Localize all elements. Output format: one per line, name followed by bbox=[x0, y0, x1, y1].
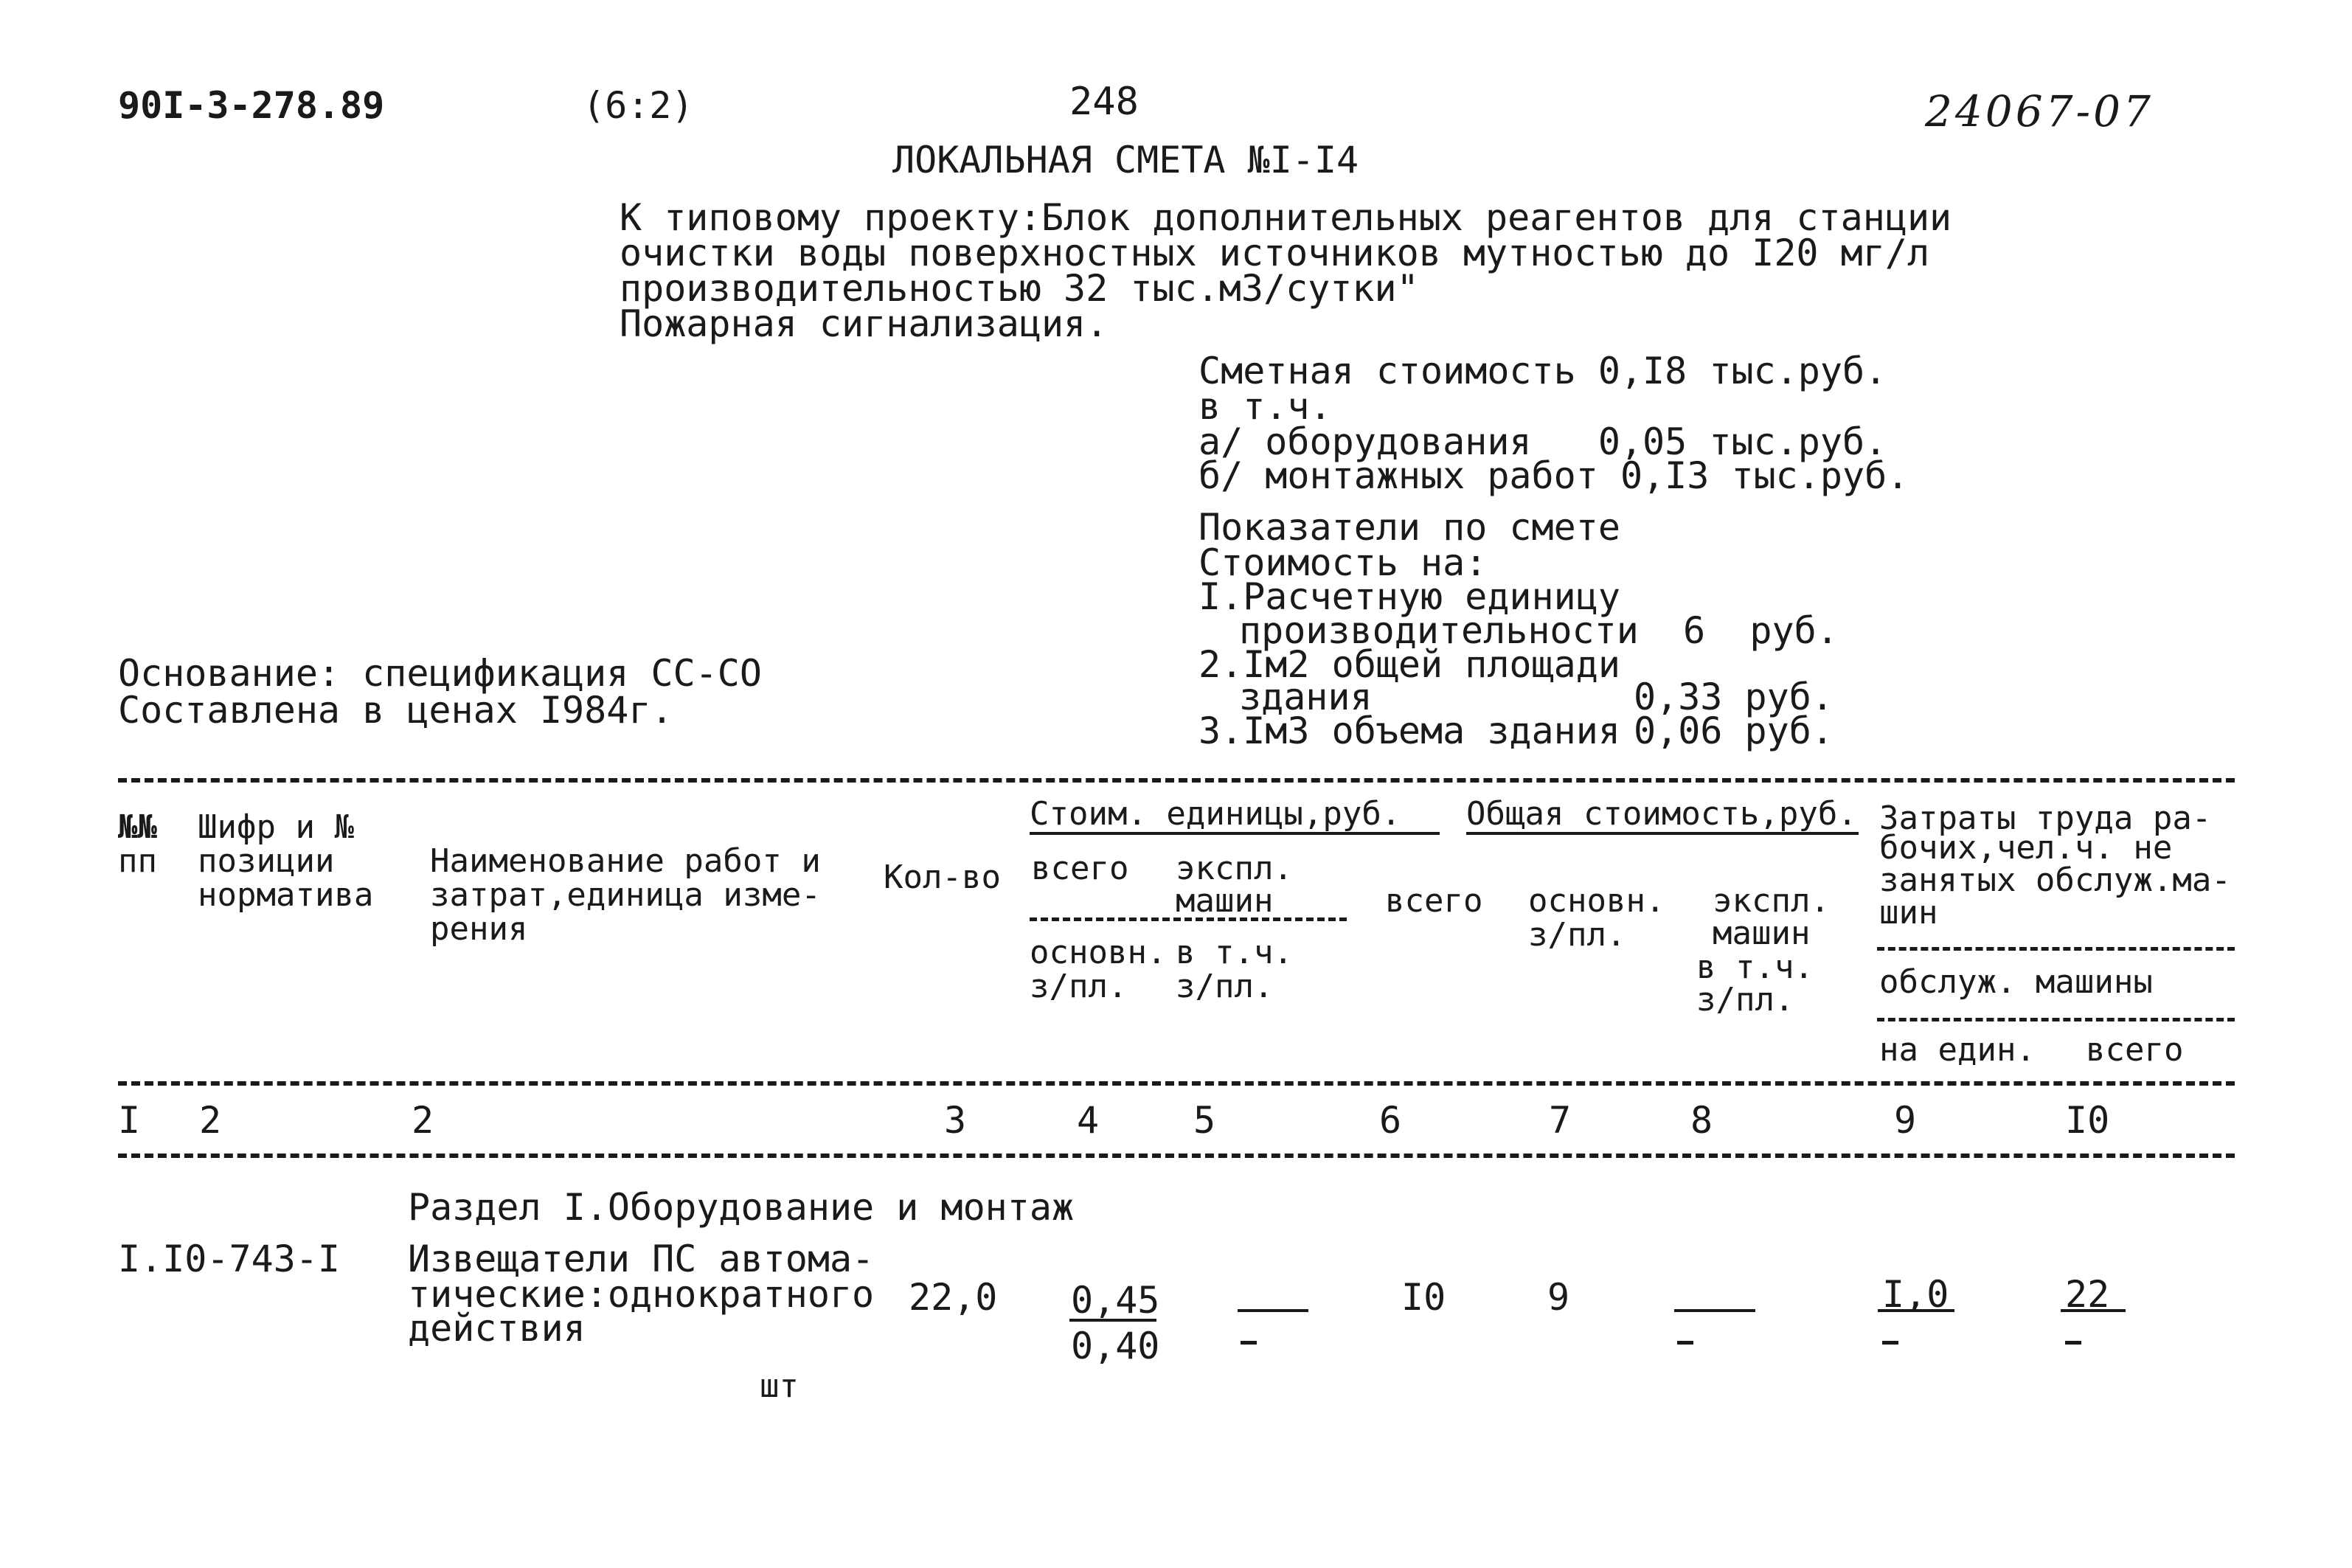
row-qty: 22,0 bbox=[909, 1276, 998, 1319]
unit-cost-split-rule bbox=[1030, 917, 1347, 921]
unit-cost-incl-2: з/пл. bbox=[1176, 968, 1274, 1005]
row-total-expl-dash bbox=[1674, 1309, 1755, 1312]
total-cost-expl-4: з/пл. bbox=[1696, 981, 1794, 1019]
row-labor-unit-underline bbox=[1878, 1309, 1954, 1312]
col-number-11: I0 bbox=[2065, 1099, 2110, 1142]
col-number-9: 8 bbox=[1690, 1099, 1713, 1142]
labor-header-4: шин bbox=[1879, 894, 1938, 932]
row-name-1: Извещатели ПС автома- bbox=[408, 1238, 875, 1280]
project-line-4: Пожарная сигнализация. bbox=[620, 302, 1109, 345]
indicator-2-value: 0,33 руб. bbox=[1634, 676, 1834, 718]
row-labor-unit-dash bbox=[1882, 1341, 1898, 1345]
unit-cost-basic-1: основн. bbox=[1030, 934, 1167, 971]
row-unit: шт bbox=[760, 1367, 799, 1405]
col-code-header-3: норматива bbox=[198, 876, 374, 914]
col-num-header-1: №№ bbox=[118, 808, 157, 846]
row-unit-cost-fraction-bar bbox=[1069, 1319, 1156, 1322]
page-number: 248 bbox=[1069, 80, 1139, 124]
row-unit-expl-incl-dash bbox=[1241, 1341, 1257, 1345]
col-number-3: 2 bbox=[412, 1099, 434, 1142]
labor-per-unit-header: на един. bbox=[1879, 1031, 2036, 1069]
row-total-basic: 9 bbox=[1547, 1276, 1570, 1319]
col-number-5: 4 bbox=[1077, 1099, 1100, 1142]
section-title: Раздел I.Оборудование и монтаж bbox=[408, 1186, 1075, 1229]
col-name-header-3: рения bbox=[430, 910, 528, 948]
col-number-6: 5 bbox=[1193, 1099, 1216, 1142]
equipment-cost: а/ оборудования 0,05 тыс.руб. bbox=[1198, 420, 1887, 463]
table-header-bottom-rule bbox=[118, 1081, 2235, 1086]
total-cost-basic-1: основн. bbox=[1528, 882, 1665, 920]
unit-cost-group-header: Стоим. единицы,руб. bbox=[1030, 795, 1401, 833]
total-cost-expl-2: машин bbox=[1713, 915, 1811, 952]
col-number-7: 6 bbox=[1379, 1099, 1402, 1142]
unit-cost-incl-1: в т.ч. bbox=[1176, 934, 1293, 971]
indicator-1-value: производительности 6 руб. bbox=[1239, 609, 1839, 652]
unit-cost-underline bbox=[1030, 832, 1440, 835]
row-labor-total-underline bbox=[2061, 1309, 2126, 1312]
labor-header-2: бочих,чел.ч. не bbox=[1879, 829, 2173, 867]
labor-split-rule-2 bbox=[1877, 1018, 2235, 1021]
total-cost-expl-3: в т.ч. bbox=[1696, 948, 1814, 986]
col-code-header-1: Шифр и № bbox=[198, 808, 354, 846]
unit-cost-expl-2: машин bbox=[1176, 882, 1274, 920]
row-name-2: тические:однократного bbox=[408, 1273, 875, 1316]
row-labor-total-dash bbox=[2065, 1341, 2081, 1345]
row-total-all: I0 bbox=[1401, 1276, 1446, 1319]
row-total-expl-incl-dash bbox=[1677, 1341, 1693, 1345]
indicator-1-label: I.Расчетную единицу bbox=[1198, 575, 1620, 618]
project-line-1: К типовому проекту:Блок дополнительных реагентов для станции bbox=[620, 196, 1952, 239]
basis-prices: Составлена в ценах I984г. bbox=[118, 689, 673, 732]
row-name-3: действия bbox=[408, 1307, 586, 1350]
col-code-header-2: позиции bbox=[198, 842, 335, 880]
row-unit-cost-all: 0,45 bbox=[1071, 1279, 1160, 1322]
total-cost-expl-1: экспл. bbox=[1713, 882, 1830, 920]
cost-incl-label: в т.ч. bbox=[1198, 385, 1332, 428]
labor-total-header: всего bbox=[2086, 1031, 2184, 1069]
col-number-10: 9 bbox=[1894, 1099, 1917, 1142]
col-qty-header: Кол-во bbox=[884, 858, 1001, 896]
labor-header-1: Затраты труда ра- bbox=[1879, 799, 2212, 837]
indicators-title: Показатели по смете bbox=[1198, 506, 1620, 549]
labor-header-3: занятых обслуж.ма- bbox=[1879, 861, 2231, 899]
total-cost-all: всего bbox=[1385, 882, 1483, 920]
row-unit-expl-dash bbox=[1238, 1309, 1308, 1312]
col-number-2: 2 bbox=[199, 1099, 222, 1142]
row-code: I.I0-743-I bbox=[118, 1238, 341, 1280]
basis-spec: Основание: спецификация СС-СО bbox=[118, 652, 762, 695]
row-labor-total: 22 bbox=[2065, 1273, 2110, 1316]
estimated-cost: Сметная стоимость 0,I8 тыс.руб. bbox=[1198, 350, 1887, 392]
project-line-3: производительностью 32 тыс.м3/сутки" bbox=[620, 267, 1419, 310]
indicators-subtitle: Стоимость на: bbox=[1198, 541, 1488, 584]
total-cost-underline bbox=[1466, 832, 1859, 835]
col-number-8: 7 bbox=[1549, 1099, 1572, 1142]
col-number-4: 3 bbox=[944, 1099, 967, 1142]
indicator-2-unit: здания bbox=[1239, 676, 1373, 718]
labor-subheader: обслуж. машины bbox=[1879, 963, 2153, 1001]
labor-split-rule-1 bbox=[1877, 947, 2235, 951]
row-labor-unit: I,0 bbox=[1882, 1273, 1949, 1316]
unit-cost-all: всего bbox=[1031, 850, 1129, 887]
col-number-1: I bbox=[118, 1099, 141, 1142]
unit-cost-basic-2: з/пл. bbox=[1030, 968, 1128, 1005]
document-code: 90I-3-278.89 bbox=[118, 84, 385, 127]
indicator-2-label: 2.Iм2 общей площади bbox=[1198, 643, 1620, 686]
indicator-3-label: 3.Iм3 объема здания bbox=[1198, 710, 1620, 752]
col-name-header-1: Наименование работ и bbox=[430, 842, 821, 880]
col-num-header-2: пп bbox=[118, 842, 157, 880]
column-numbers-bottom-rule bbox=[118, 1154, 2235, 1158]
total-cost-basic-2: з/пл. bbox=[1528, 916, 1626, 954]
col-name-header-2: затрат,единица изме- bbox=[430, 876, 821, 914]
unit-cost-expl-1: экспл. bbox=[1176, 850, 1293, 887]
table-top-rule bbox=[118, 778, 2235, 783]
project-line-2: очистки воды поверхностных источников мутностью до I20 мг/л bbox=[620, 232, 1930, 274]
indicator-3-value: 0,06 руб. bbox=[1634, 710, 1834, 752]
sheet-label: (6:2) bbox=[583, 84, 694, 127]
row-unit-cost-basic: 0,40 bbox=[1071, 1325, 1160, 1367]
document-title: ЛОКАЛЬНАЯ СМЕТА №I-I4 bbox=[892, 139, 1359, 181]
installation-cost: б/ монтажных работ 0,I3 тыс.руб. bbox=[1198, 454, 1909, 497]
archive-number: 24067-07 bbox=[1925, 86, 2154, 136]
total-cost-group-header: Общая стоимость,руб. bbox=[1466, 795, 1857, 833]
